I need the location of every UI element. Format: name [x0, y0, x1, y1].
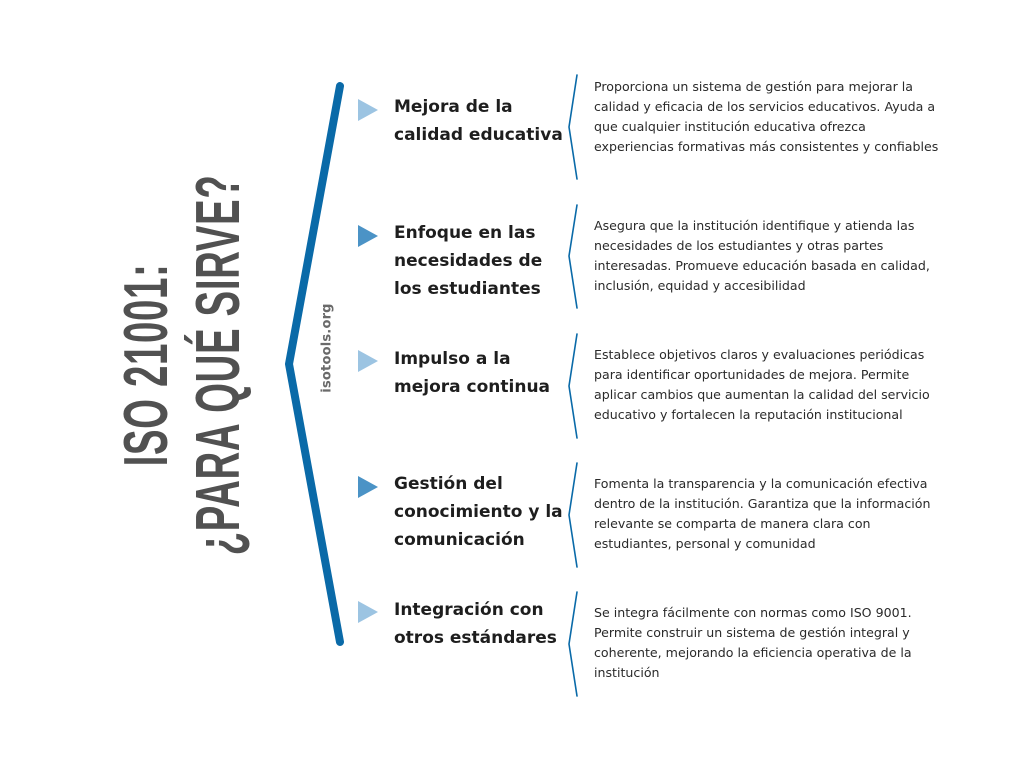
item-heading: Impulso a la mejora continua — [394, 349, 551, 397]
item-heading: Mejora de la calidad educativa — [394, 97, 563, 145]
triangle-right-icon — [358, 476, 378, 498]
item-bracket-icon — [569, 463, 577, 567]
item-bracket-icon — [569, 75, 577, 179]
item-description: Fomenta la transparencia y la comunicación efectiva dentro de la institución. Garantiza que la información relevante se comparta de manera clara con estudiantes, personal y comunidad — [594, 476, 931, 551]
brand-watermark: isotools.org — [319, 303, 335, 393]
triangle-right-icon — [358, 350, 378, 372]
item-description: Proporciona un sistema de gestión para mejorar la calidad y eficacia de los servicios educativos. Ayuda a que cualquier institución educativa ofrezca experiencias formativas más consistentes y confiables — [594, 79, 939, 154]
page-title — [111, 58, 255, 672]
item-heading: Gestión del conocimiento y la comunicación — [394, 474, 563, 550]
item-description: Asegura que la institución identifique y atienda las necesidades de los estudiantes y otras partes interesadas. Promueve educación basada en calidad, inclusión, equidad y accesibilidad — [594, 218, 930, 293]
item-bracket-icon — [569, 592, 577, 696]
item-bracket-icon — [569, 334, 577, 438]
item-heading: Enfoque en las necesidades de los estudiantes — [394, 223, 543, 299]
triangle-right-icon — [358, 225, 378, 247]
triangle-right-icon — [358, 99, 378, 121]
title-line-1: ISO 21001: — [112, 263, 181, 467]
triangle-right-icon — [358, 601, 378, 623]
item-bracket-icon — [569, 205, 577, 308]
item-heading: Integración con otros estándares — [394, 600, 557, 648]
title-line-2: ¿PARA QUÉ SIRVE? — [184, 174, 253, 556]
item-description: Se integra fácilmente con normas como ISO 9001. Permite construir un sistema de gestión integral y coherente, mejorando la eficiencia operativa de la institución — [594, 605, 912, 680]
item-description: Establece objetivos claros y evaluaciones periódicas para identificar oportunidades de mejora. Permite aplicar cambios que aumentan la calidad del servicio educativo y fortalecen la reputación institucional — [594, 347, 930, 422]
